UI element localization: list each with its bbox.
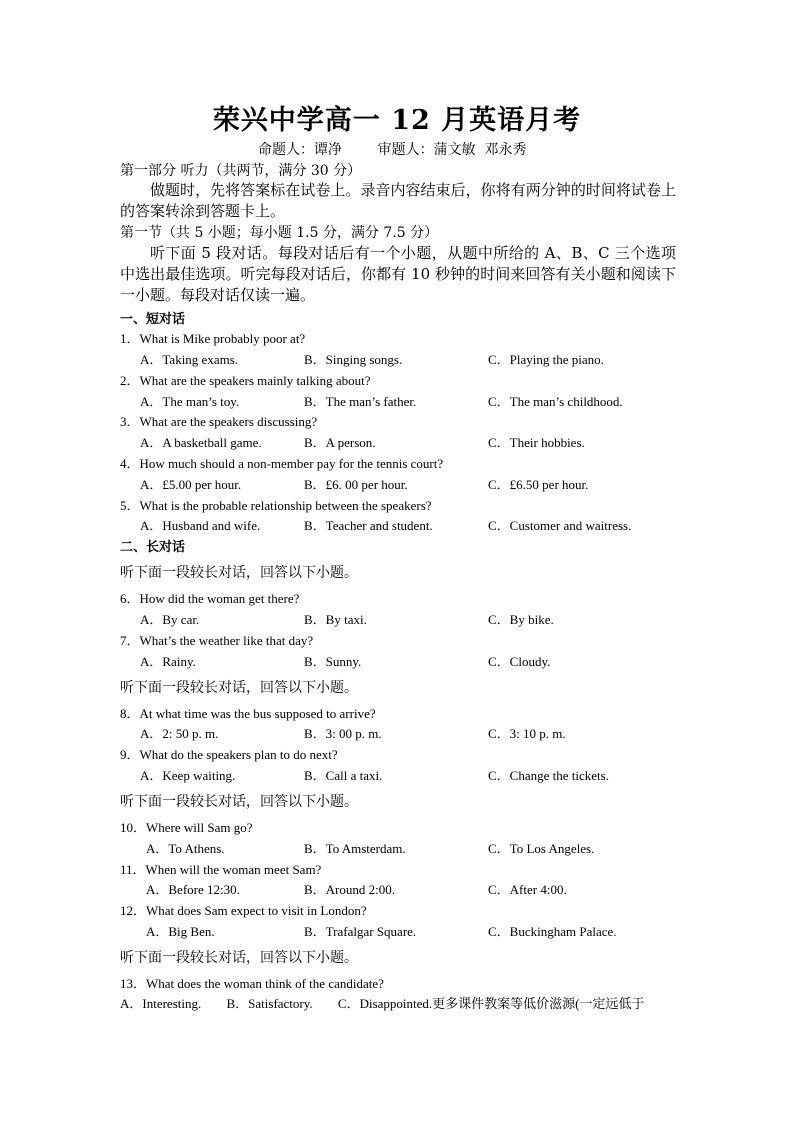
q4-option-c: C．£6.50 per hour. xyxy=(488,477,589,492)
q4-option-a: A．£5.00 per hour. xyxy=(140,477,242,492)
q1-option-c: C．Playing the piano. xyxy=(488,352,604,367)
q13-options xyxy=(120,993,644,1012)
q6-option-a: A．By car. xyxy=(140,612,200,627)
q4-option-b: B．£6. 00 per hour. xyxy=(304,477,408,492)
part1-heading: 第一部分 听力（共两节，满分 30 分） xyxy=(120,163,362,179)
q8-option-c: C．3: 10 p. m. xyxy=(488,726,566,741)
long-dialog-note-4: 听下面一段较长对话，回答以下小题。 xyxy=(120,950,358,966)
q13-option-b: B．Satisfactory. xyxy=(226,996,313,1011)
q2-option-c: C．The man’s childhood. xyxy=(488,394,623,409)
question-4: 4．How much should a non-member pay for the tennis court? xyxy=(120,456,444,471)
q12-option-c: C．Buckingham Palace. xyxy=(488,924,617,939)
question-10: 10．Where will Sam go? xyxy=(120,820,253,835)
q11-option-c: C．After 4:00. xyxy=(488,882,567,897)
q10-option-b: B．To Amsterdam. xyxy=(304,841,406,856)
question-9: 9．What do the speakers plan to do next? xyxy=(120,747,338,762)
question-6: 6．How did the woman get there? xyxy=(120,591,300,606)
q3-option-b: B．A person. xyxy=(304,435,376,450)
q5-option-b: B．Teacher and student. xyxy=(304,518,433,533)
question-8: 8．At what time was the bus supposed to arrive? xyxy=(120,706,376,721)
long-dialogs-heading: 二、长对话 xyxy=(120,540,186,555)
question-3: 3．What are the speakers discussing? xyxy=(120,414,318,429)
q6-option-c: C．By bike. xyxy=(488,612,554,627)
q7-option-c: C．Cloudy. xyxy=(488,654,551,669)
q9-option-c: C．Change the tickets. xyxy=(488,768,609,783)
q10-option-c: C．To Los Angeles. xyxy=(488,841,595,856)
q1-option-b: B．Singing songs. xyxy=(304,352,403,367)
q11-option-b: B．Around 2:00. xyxy=(304,882,396,897)
q10-option-a: A．To Athens. xyxy=(146,841,225,856)
q8-option-b: B．3: 00 p. m. xyxy=(304,726,382,741)
q9-option-a: A．Keep waiting. xyxy=(140,768,236,783)
long-dialog-note-3: 听下面一段较长对话，回答以下小题。 xyxy=(120,794,358,810)
q2-option-b: B．The man’s father. xyxy=(304,394,417,409)
short-dialogs-heading: 一、短对话 xyxy=(120,312,186,327)
section1-heading: 第一节（共 5 小题；每小题 1.5 分，满分 7.5 分） xyxy=(120,225,439,241)
q7-option-a: A．Rainy. xyxy=(140,654,196,669)
q11-option-a: A．Before 12:30. xyxy=(146,882,240,897)
section1-instruction: 听下面 5 段对话。每段对话后有一个小题，从题中所给的 A、B、C 三个选项中选出最佳选项。听完每段对话后，你都有 10 秒钟的时间来回答有关小题和阅读下一小题。每段对话仅读一遍。 xyxy=(120,244,676,304)
question-12: 12．What does Sam expect to visit in London? xyxy=(120,903,367,918)
q9-option-b: B．Call a taxi. xyxy=(304,768,383,783)
q12-option-b: B．Trafalgar Square. xyxy=(304,924,417,939)
part1-instruction: 做题时，先将答案标在试卷上。录音内容结束后，你将有两分钟的时间将试卷上的答案转涂到答题卡上。 xyxy=(120,181,676,220)
question-13: 13．What does the woman think of the candidate? xyxy=(120,976,384,991)
q1-option-a: A．Taking exams. xyxy=(140,352,239,367)
question-1: 1．What is Mike probably poor at? xyxy=(120,331,306,346)
question-11: 11．When will the woman meet Sam? xyxy=(120,862,322,877)
q5-option-a: A．Husband and wife. xyxy=(140,518,261,533)
q5-option-c: C．Customer and waitress. xyxy=(488,518,632,533)
question-5: 5．What is the probable relationship between the speakers? xyxy=(120,498,432,513)
q3-option-a: A．A basketball game. xyxy=(140,435,262,450)
q8-option-a: A．2: 50 p. m. xyxy=(140,726,219,741)
question-7: 7．What’s the weather like that day? xyxy=(120,633,314,648)
long-dialog-note-1: 听下面一段较长对话，回答以下小题。 xyxy=(120,565,358,581)
authors-line: 命题人：谭净 审题人：蒲文敏 邓永秀 xyxy=(258,142,527,158)
q6-option-b: B．By taxi. xyxy=(304,612,367,627)
long-dialog-note-2: 听下面一段较长对话，回答以下小题。 xyxy=(120,680,358,696)
q2-option-a: A．The man’s toy. xyxy=(140,394,240,409)
q3-option-c: C．Their hobbies. xyxy=(488,435,585,450)
q13-option-a: A．Interesting. xyxy=(120,996,202,1011)
q12-option-a: A．Big Ben. xyxy=(146,924,215,939)
exam-title: 荣兴中学高一 12 月英语月考 xyxy=(212,105,582,136)
question-2: 2．What are the speakers mainly talking about? xyxy=(120,373,371,388)
q7-option-b: B．Sunny. xyxy=(304,654,362,669)
q13-option-c: C．Disappointed.更多课件教案等低价滋源(一定远低于 xyxy=(337,996,645,1011)
